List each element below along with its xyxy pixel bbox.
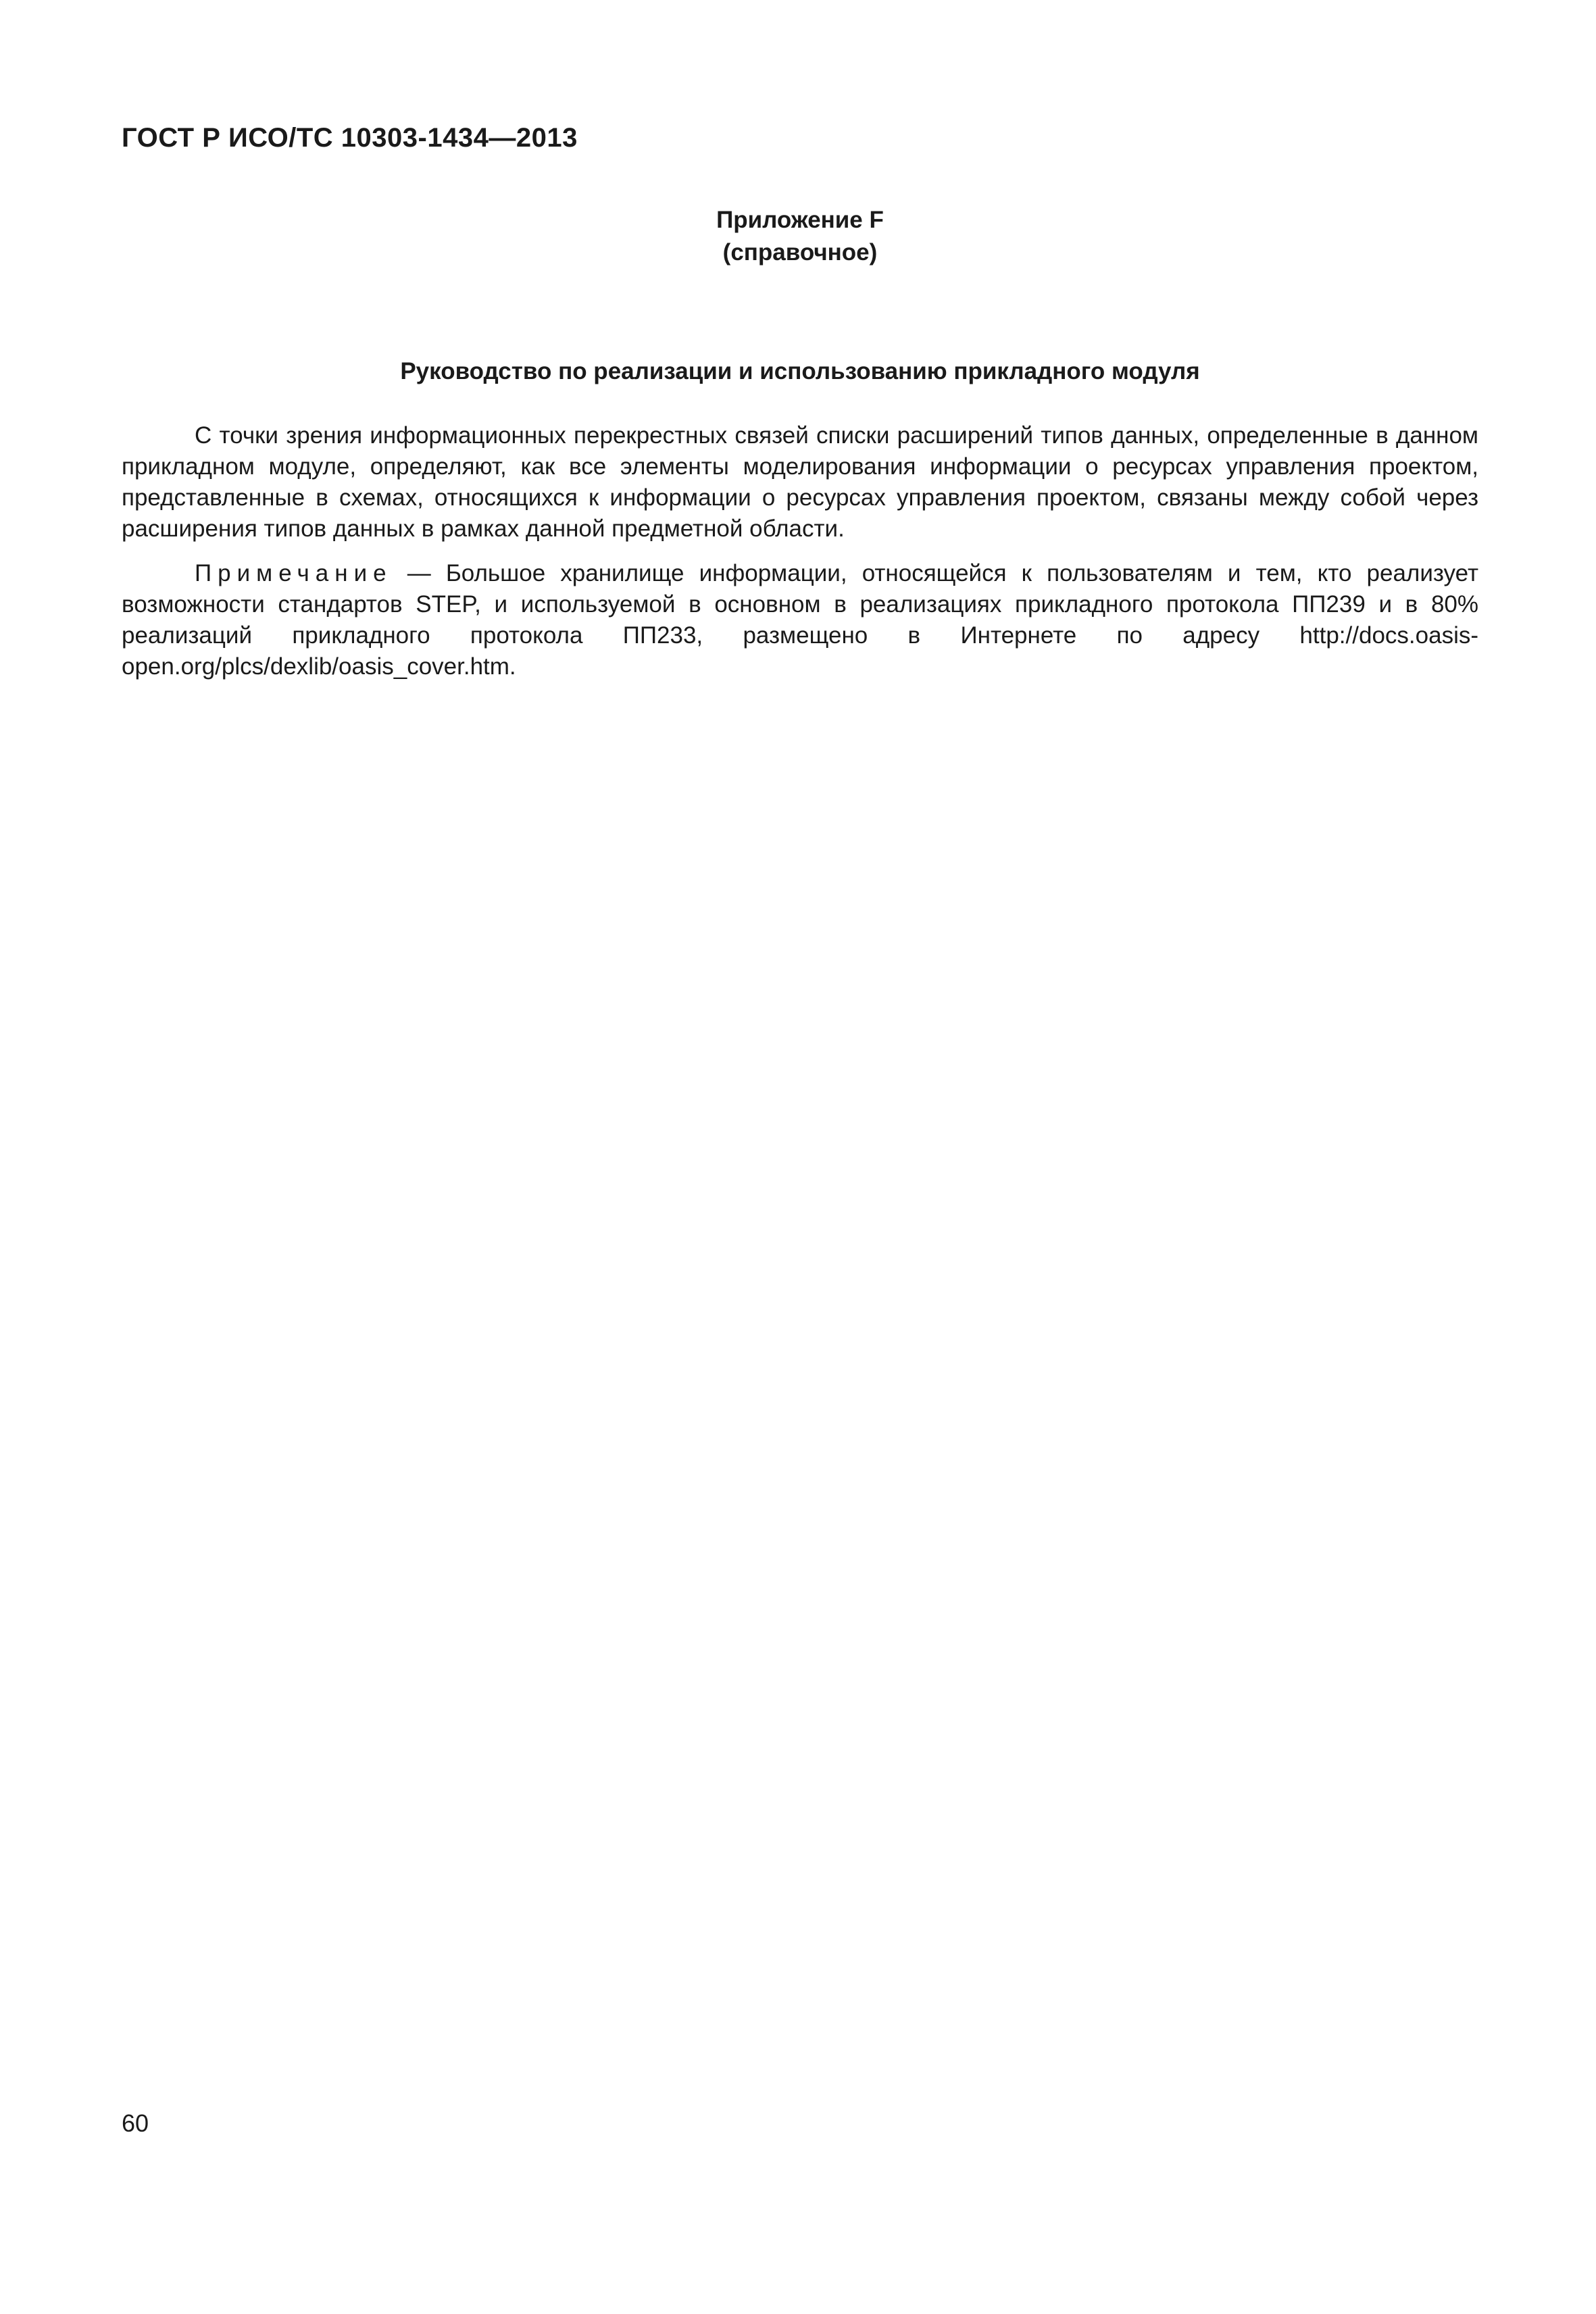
note-paragraph xyxy=(122,558,1478,682)
annex-status: (справочное) xyxy=(722,239,878,266)
note-text: — Большое хранилище информации, относящейся к пользователям и тем, кто реализует возможности стандартов STEP, и используемой в основном в реализациях прикладного протокола ПП239 и в 80% реализаций прикладного протокола ПП233, размещено в Интернете по адресу http://docs.oasis-open.org/plcs/dexlib/oasis_cover.htm. xyxy=(122,560,1478,680)
annex-title: Приложение F xyxy=(716,207,884,233)
annex-heading xyxy=(122,204,1478,269)
section-title: Руководство по реализации и использованию прикладного модуля xyxy=(400,358,1200,384)
page-number: 60 xyxy=(122,2109,149,2137)
document-header: ГОСТ Р ИСО/ТС 10303-1434—2013 xyxy=(122,123,578,153)
main-paragraph: С точки зрения информационных перекрестных связей списки расширений типов данных, определенные в данном прикладном модуле, определяют, как все элементы моделирования информации о ресурсах управления проектом, представленные в схемах, относящихся к информации о ресурсах управления проектом, связаны между собой через расширения типов данных в рамках данной предметной области. xyxy=(122,422,1478,542)
note-label: Примечание xyxy=(195,560,393,586)
